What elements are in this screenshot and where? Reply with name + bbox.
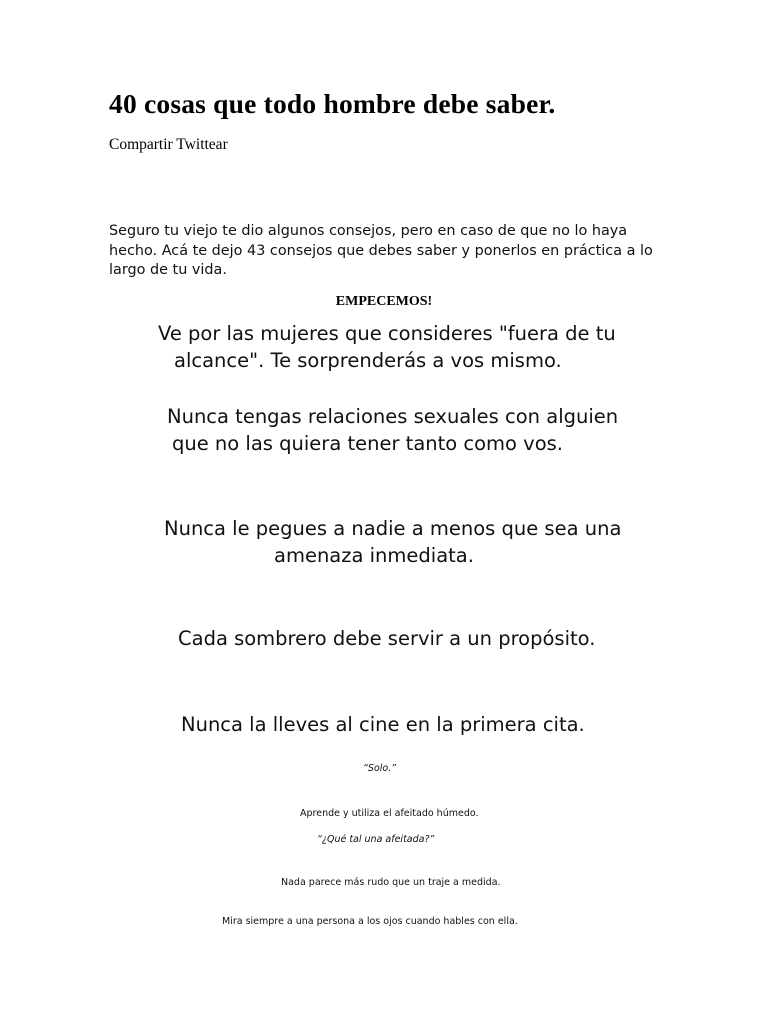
caption-solo: “Solo.” [363, 763, 397, 774]
page-title: 40 cosas que todo hombre debe saber. [109, 88, 556, 119]
tip-5: Nunca la lleves al cine en la primera cita. [181, 713, 585, 736]
tip-3-line-2: amenaza inmediata. [274, 544, 474, 567]
tip-traje: Nada parece más rudo que un traje a medida. [281, 877, 501, 888]
share-links[interactable]: Compartir Twittear [109, 136, 228, 153]
caption-afeitada: “¿Qué tal una afeitada?” [317, 834, 435, 845]
tip-1-line-1: Ve por las mujeres que consideres "fuera de tu [158, 322, 616, 345]
tip-afeitado: Aprende y utiliza el afeitado húmedo. [300, 808, 479, 819]
tip-mirada: Mira siempre a una persona a los ojos cuando hables con ella. [222, 916, 518, 927]
tip-1-line-2: alcance". Te sorprenderás a vos mismo. [174, 349, 562, 372]
tip-4: Cada sombrero debe servir a un propósito. [178, 627, 596, 650]
tip-2-line-2: que no las quiera tener tanto como vos. [172, 432, 564, 455]
tip-2-line-1: Nunca tengas relaciones sexuales con alguien [167, 405, 619, 428]
tip-3-line-1: Nunca le pegues a nadie a menos que sea una [164, 517, 622, 540]
section-heading: EMPECEMOS! [335, 294, 433, 309]
intro-paragraph: Seguro tu viejo te dio algunos consejos, pero en caso de que no lo haya hecho. Acá te dejo 43 consejos que debes saber y ponerlos en práctica a lo largo de tu vida. [109, 223, 653, 278]
